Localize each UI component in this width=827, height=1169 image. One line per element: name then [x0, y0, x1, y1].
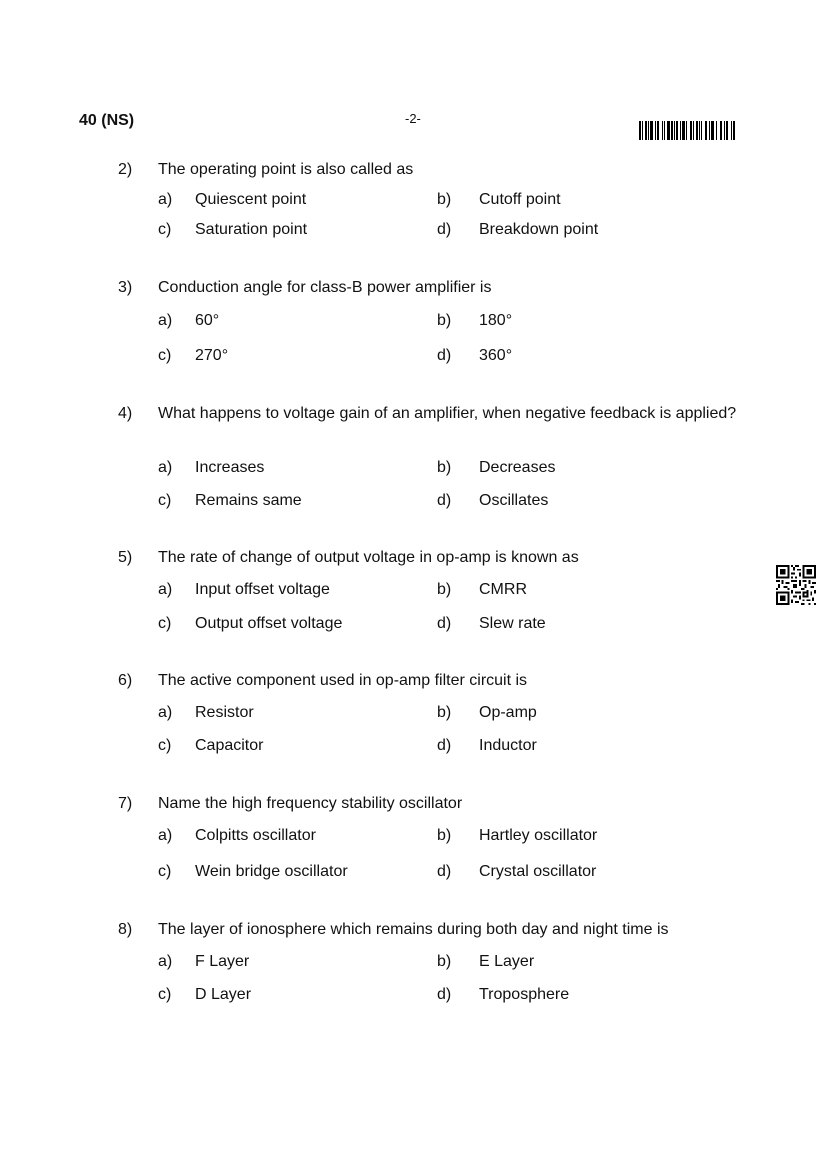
option-b: [437, 458, 555, 478]
option-letter: b): [437, 191, 452, 208]
option-text: F Layer: [195, 953, 250, 970]
option-text: CMRR: [479, 581, 527, 598]
option-text: Inductor: [479, 737, 537, 754]
option-a: [158, 826, 316, 846]
option-letter: d): [437, 615, 452, 632]
option-d: [437, 491, 548, 511]
option-a: [158, 703, 254, 723]
question-number: 6): [118, 672, 133, 689]
option-text: Input offset voltage: [195, 581, 330, 598]
option-letter: b): [437, 312, 452, 329]
option-d: [437, 614, 546, 634]
option-text: 360°: [479, 347, 513, 364]
option-a: [158, 311, 219, 331]
option-text: Cutoff point: [479, 191, 561, 208]
barcode-image: [639, 121, 749, 140]
option-a: [158, 580, 330, 600]
question-number: 7): [118, 795, 133, 812]
option-text: Crystal oscillator: [479, 863, 597, 880]
paper-code: 40 (NS): [79, 112, 135, 129]
option-letter: c): [158, 986, 172, 1003]
option-text: Capacitor: [195, 737, 264, 754]
option-letter: c): [158, 615, 172, 632]
option-text: Troposphere: [479, 986, 570, 1003]
option-b: [437, 952, 534, 972]
option-letter: a): [158, 704, 173, 721]
option-b: [437, 826, 597, 846]
question-number: 2): [118, 161, 133, 178]
option-c: [158, 985, 251, 1005]
option-letter: a): [158, 459, 173, 476]
option-d: [437, 862, 596, 882]
option-text: Saturation point: [195, 221, 308, 238]
question-text: The layer of ionosphere which remains during both day and night time is: [158, 921, 669, 938]
option-letter: c): [158, 737, 172, 754]
page-number: -2-: [405, 111, 421, 126]
option-text: Colpitts oscillator: [195, 827, 316, 844]
question-number: 4): [118, 405, 133, 422]
option-letter: c): [158, 347, 172, 364]
option-letter: c): [158, 221, 172, 238]
option-a: [158, 952, 249, 972]
option-letter: a): [158, 312, 173, 329]
qr-code-image: [776, 565, 816, 605]
option-letter: a): [158, 191, 173, 208]
option-letter: a): [158, 581, 173, 598]
option-letter: d): [437, 347, 452, 364]
option-b: [437, 580, 527, 600]
question-text: Conduction angle for class-B power amplifier is: [158, 279, 492, 296]
option-d: [437, 220, 598, 240]
option-a: [158, 190, 306, 210]
option-b: [437, 703, 537, 723]
option-letter: d): [437, 221, 452, 238]
option-letter: b): [437, 827, 452, 844]
option-c: [158, 862, 348, 882]
option-text: Resistor: [195, 704, 254, 721]
option-text: Decreases: [479, 459, 556, 476]
question-number: 3): [118, 279, 133, 296]
option-text: Quiescent point: [195, 191, 307, 208]
option-c: [158, 736, 263, 756]
option-a: [158, 458, 264, 478]
option-text: Output offset voltage: [195, 615, 343, 632]
option-letter: b): [437, 953, 452, 970]
option-letter: a): [158, 953, 173, 970]
option-c: [158, 346, 228, 366]
option-text: Oscillates: [479, 492, 549, 509]
option-letter: a): [158, 827, 173, 844]
option-b: [437, 311, 512, 331]
question-text: The rate of change of output voltage in op-amp is known as: [158, 549, 579, 566]
question-number: 8): [118, 921, 133, 938]
option-text: Increases: [195, 459, 265, 476]
option-c: [158, 220, 307, 240]
option-text: 60°: [195, 312, 220, 329]
option-text: 270°: [195, 347, 229, 364]
option-letter: d): [437, 492, 452, 509]
question-text: What happens to voltage gain of an amplifier, when negative feedback is applied?: [158, 405, 737, 422]
option-letter: c): [158, 492, 172, 509]
option-b: [437, 190, 561, 210]
option-letter: b): [437, 581, 452, 598]
option-text: E Layer: [479, 953, 535, 970]
option-letter: d): [437, 986, 452, 1003]
option-letter: b): [437, 704, 452, 721]
option-text: Op-amp: [479, 704, 537, 721]
question-text: The active component used in op-amp filter circuit is: [158, 672, 528, 689]
option-d: [437, 346, 512, 366]
option-letter: c): [158, 863, 172, 880]
option-text: 180°: [479, 312, 513, 329]
question-number: 5): [118, 549, 133, 566]
option-letter: d): [437, 737, 452, 754]
option-text: Remains same: [195, 492, 302, 509]
question-text: Name the high frequency stability oscillator: [158, 795, 463, 812]
option-text: Slew rate: [479, 615, 546, 632]
option-text: Wein bridge oscillator: [195, 863, 348, 880]
option-text: D Layer: [195, 986, 252, 1003]
option-d: [437, 985, 569, 1005]
question-text: The operating point is also called as: [158, 161, 414, 178]
option-c: [158, 614, 342, 634]
option-text: Breakdown point: [479, 221, 599, 238]
option-c: [158, 491, 302, 511]
option-d: [437, 736, 537, 756]
option-text: Hartley oscillator: [479, 827, 598, 844]
option-letter: d): [437, 863, 452, 880]
option-letter: b): [437, 459, 452, 476]
